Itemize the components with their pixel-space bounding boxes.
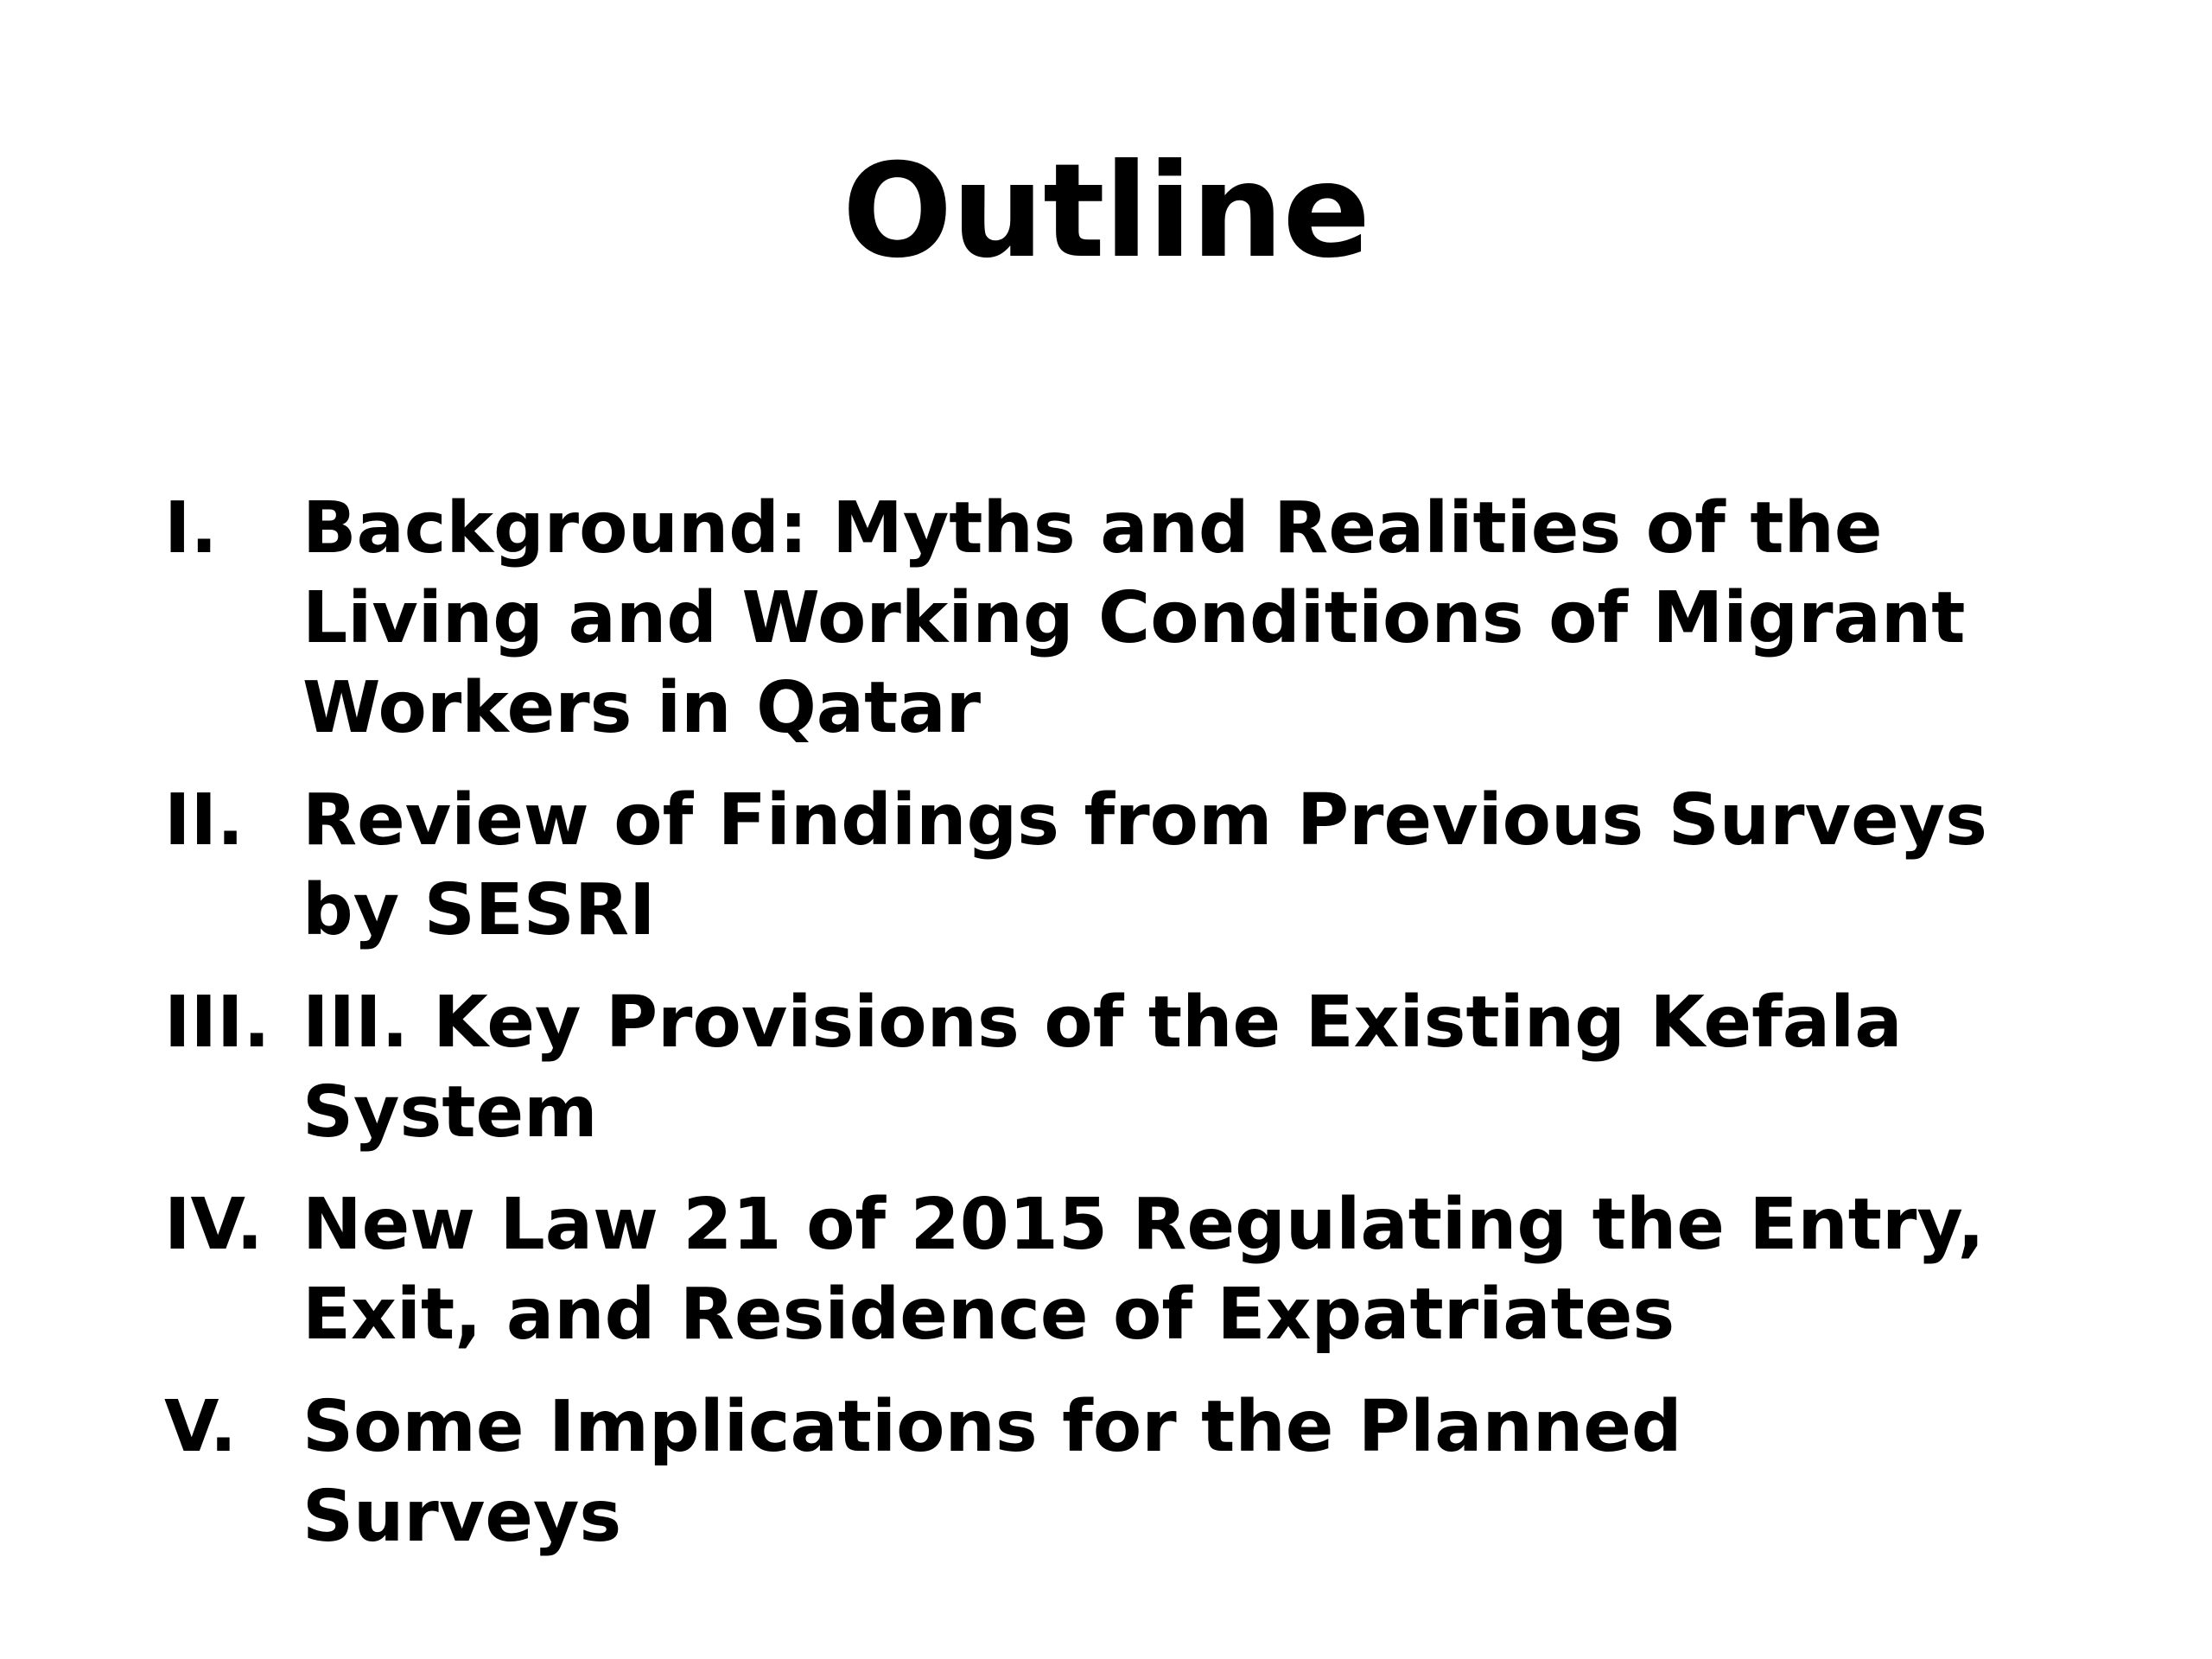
outline-numeral: III. (164, 982, 270, 1064)
outline-item-3 (164, 978, 2108, 1158)
slide-title: Outline (842, 137, 1370, 287)
outline-text: Some Implications for the Planned Surveys (302, 1386, 1682, 1558)
outline-item-2 (164, 776, 2108, 956)
outline-text: Background: Myths and Realities of the Living and Working Conditions of Migrant Workers in Qatar (302, 487, 1966, 749)
outline-text: Review of Findings from Previous Surveys by SESRI (302, 779, 1987, 951)
outline-text: New Law 21 of 2015 Regulating the Entry, Exit, and Residence of Expatriates (302, 1184, 1985, 1356)
outline-item-4 (164, 1180, 2108, 1360)
outline-list (164, 484, 2108, 1585)
outline-numeral: I. (164, 487, 218, 569)
outline-numeral: II. (164, 779, 245, 861)
outline-numeral: IV. (164, 1184, 264, 1266)
outline-numeral: V. (164, 1386, 238, 1468)
outline-item-5 (164, 1382, 2108, 1562)
outline-item-1 (164, 484, 2108, 753)
outline-text: III. Key Provisions of the Existing Kefala System (302, 982, 1903, 1154)
